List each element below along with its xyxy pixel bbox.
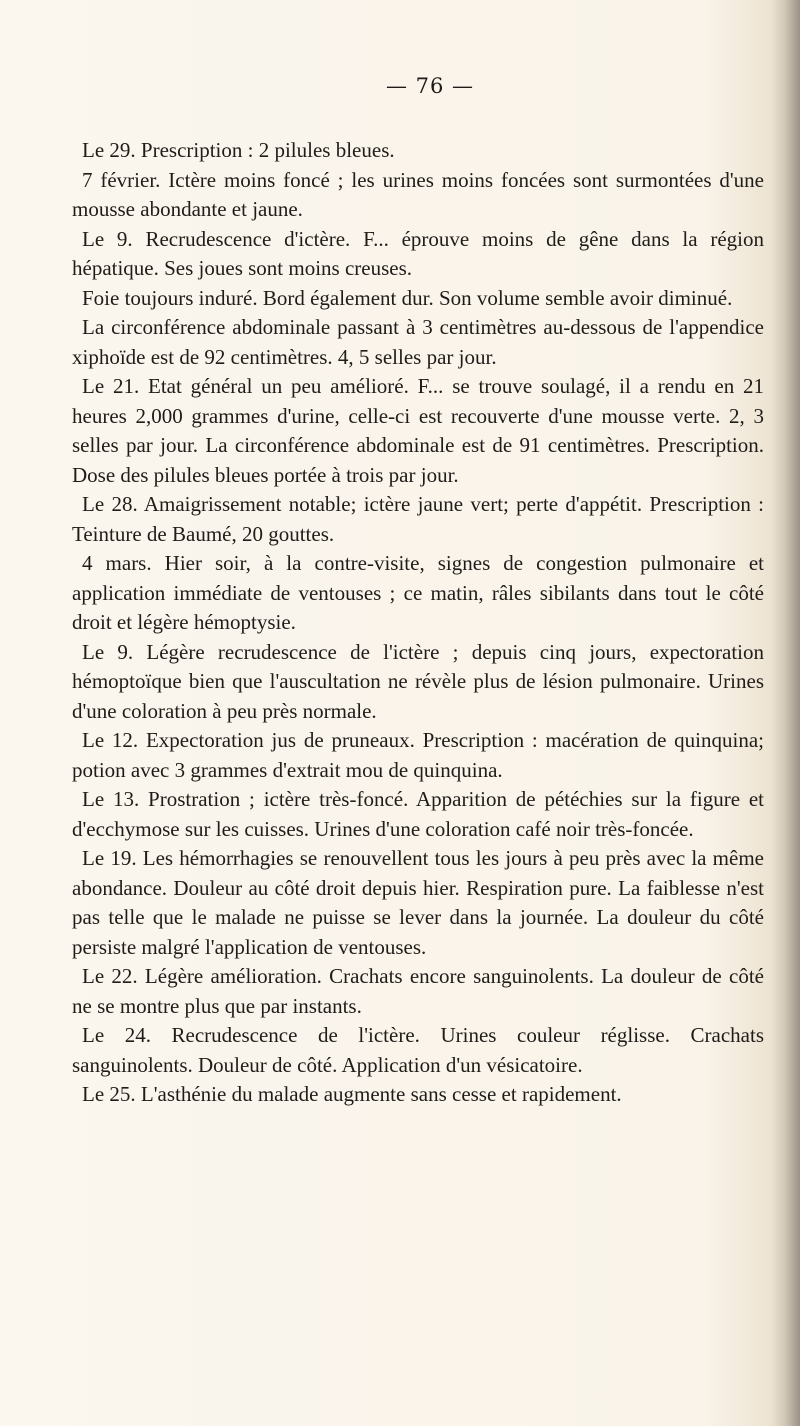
page-number: — 76 — xyxy=(385,74,475,98)
paragraph: Le 19. Les hémorrhagies se renouvellent tous les jours à peu près avec la même abondance. Douleur au côté droit depuis hier. Respiration pure. La faiblesse n'est pas telle que le malade ne puisse se lever dans la journée. La douleur du côté persiste malgré l'application de ventouses. xyxy=(72,846,764,959)
paragraph: Foie toujours induré. Bord également dur. Son volume semble avoir diminué. xyxy=(82,285,733,310)
paragraph: Le 29. Prescription : 2 pilules bleues. xyxy=(82,138,395,162)
paragraph: 4 mars. Hier soir, à la contre-visite, signes de congestion pulmonaire et application immédiate de ventouses ; ce matin, râles sibilants dans tout le côté droit et légère hémoptysie. xyxy=(72,551,764,634)
paragraph: Le 24. Recrudescence de l'ictère. Urines couleur réglisse. Crachats sanguinolents. Douleur de côté. Application d'un vésicatoire. xyxy=(72,1023,764,1077)
paragraph: Le 12. Expectoration jus de pruneaux. Prescription : macération de quinquina; potion avec 3 grammes d'extrait mou de quinquina. xyxy=(72,728,764,782)
paragraph: Le 25. L'asthénie du malade augmente sans cesse et rapidement. xyxy=(82,1082,622,1106)
paragraph: 7 février. Ictère moins foncé ; les urines moins foncées sont surmontées d'une mousse abondante et jaune. xyxy=(72,167,764,221)
paragraph: Le 9. Recrudescence d'ictère. F... éprouve moins de gêne dans la région hépatique. Ses joues sont moins creuses. xyxy=(72,226,764,280)
paragraph: Le 21. Etat général un peu amélioré. F... se trouve soulagé, il a rendu en 21 heures 2,000 grammes d'urine, celle-ci est recouverte d'une mousse verte. 2, 3 selles par jour. La circonférence abdominale est de 91 centimètres. Prescription. Dose des pilules bleues portée à trois par jour. xyxy=(72,374,764,487)
paragraph: Le 28. Amaigrissement notable; ictère jaune vert; perte d'appétit. Prescription : Teinture de Baumé, 20 gouttes. xyxy=(72,492,764,546)
paragraph: Le 9. Légère recrudescence de l'ictère ; depuis cinq jours, expectoration hémoptoïque bien que l'auscultation ne révèle plus de lésion pulmonaire. Urines d'une coloration à peu près normale. xyxy=(72,639,764,723)
paragraph: La circonférence abdominale passant à 3 centimètres au-dessous de l'appendice xiphoïde est de 92 centimètres. 4, 5 selles par jour. xyxy=(72,315,764,369)
paragraph: Le 13. Prostration ; ictère très-foncé. Apparition de pétéchies sur la figure et d'ecchymose sur les cuisses. Urines d'une coloration café noir très-foncée. xyxy=(72,787,764,841)
paragraph: Le 22. Légère amélioration. Crachats encore sanguinolents. La douleur de côté ne se montre plus que par instants. xyxy=(72,964,764,1018)
page-edge-shadow xyxy=(772,0,800,1426)
body-text xyxy=(72,136,764,1110)
